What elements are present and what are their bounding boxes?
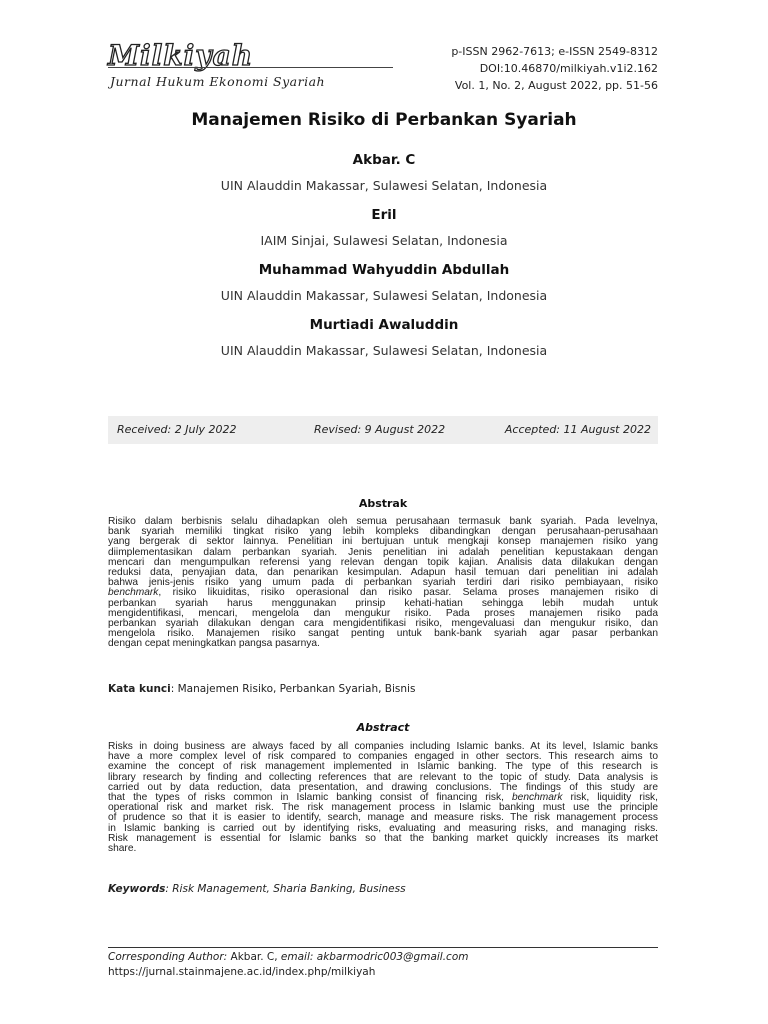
author-block xyxy=(0,207,768,248)
kata-kunci-label: Kata kunci xyxy=(108,683,171,695)
abstract-line: mengelola risiko. Manajemen risiko sangat penting untuk bank-bank syariah agar pasar perbankan xyxy=(108,628,658,640)
journal-header xyxy=(108,40,658,96)
abstract-line: mengidentifikasi, mencari, mengelola dan mengukur risiko. Pada proses manajemen risiko pada xyxy=(108,607,658,619)
abstract-line: operational risk and market risk. The risk management process in Islamic banking must use the principle xyxy=(108,802,658,814)
author-affiliation: UIN Alauddin Makassar, Sulawesi Selatan, Indonesia xyxy=(220,178,548,193)
revised-date: Revised: 9 August 2022 xyxy=(314,423,446,436)
author-name: Muhammad Wahyuddin Abdullah xyxy=(258,262,510,278)
footer-divider xyxy=(108,947,658,948)
keywords xyxy=(108,883,658,895)
corresponding-email[interactable]: email: akbarmodric003@gmail.com xyxy=(277,951,469,963)
abstract-line: Risks in doing business are always faced by all companies including Islamic banks. At its level, Islamic banks xyxy=(108,741,658,752)
abstract-line: carried out by data reduction, data presentation, and drawing conclusions. The findings of this study are xyxy=(108,781,658,793)
abstract-line: in Islamic banking is carried out by identifying risks, evaluating and measuring risks, and managing risks. xyxy=(108,822,658,834)
accepted-date: Accepted: 11 August 2022 xyxy=(504,423,651,436)
author-affiliation: IAIM Sinjai, Sulawesi Selatan, Indonesia xyxy=(260,233,508,248)
kata-kunci xyxy=(108,683,658,695)
abstract-line: perbankan syariah dilakukan dengan cara mengidentifikasi risiko, mengevaluasi dan mengukur risiko, dan xyxy=(108,618,658,630)
issn: p-ISSN 2962-7613; e-ISSN 2549-8312 xyxy=(451,45,658,58)
abstract-line: examine the concept of risk management implemented in Islamic banking. The type of this research is xyxy=(108,761,658,773)
abstract-line: have a more complex level of risk compared to companies engaged in other sectors. This research aims to xyxy=(108,751,658,763)
journal-url[interactable]: https://jurnal.stainmajene.ac.id/index.php/milkiyah xyxy=(108,966,376,978)
abstract-line: benchmark, risiko likuiditas, risiko operasional dan risiko pasar. Selama proses manajemen risiko di xyxy=(108,587,658,599)
abstract-line: of prudence so that it is easier to identify, search, manage and measure risks. The risk management process xyxy=(108,812,658,824)
abstract-line: bank syariah memiliki tingkat risiko yang lebih kompleks dibandingkan dengan perusahaan-perusahaan xyxy=(108,526,658,538)
abstract-line: mencari dan mengumpulkan referensi yang relevan dengan topik kajian. Analisis data dilakukan dengan xyxy=(108,556,658,568)
corresponding-author xyxy=(108,951,469,963)
keywords-label: Keywords xyxy=(108,883,166,895)
volume-info: Vol. 1, No. 2, August 2022, pp. 51-56 xyxy=(454,79,658,92)
journal-logo: Milkiyah xyxy=(108,39,254,72)
author-block xyxy=(0,262,768,303)
corresponding-name: Akbar. C, xyxy=(230,951,278,963)
abstrak-body xyxy=(108,517,658,650)
author-block xyxy=(0,317,768,358)
abstract-line: yang bergerak di sektor lainnya. Penelitian ini bertujuan untuk mengkaji konsep manajemen risiko yang xyxy=(108,536,658,548)
abstract-heading: Abstract xyxy=(356,721,410,734)
abstract-line: share. xyxy=(108,843,137,855)
abstract-line: reduksi data, penyajian data, dan penarikan kesimpulan. Adapun hasil temuan dari penelitian ini adalah xyxy=(108,567,658,579)
doi[interactable]: DOI:10.46870/milkiyah.v1i2.162 xyxy=(479,62,658,75)
abstract-line: perbankan syariah harus menggunakan prinsip kehati-hatian sehingga lebih mudah untuk xyxy=(108,597,658,609)
paper-title: Manajemen Risiko di Perbankan Syariah xyxy=(191,110,577,130)
author-affiliation: UIN Alauddin Makassar, Sulawesi Selatan, Indonesia xyxy=(220,343,548,358)
abstract-line: Risk management is essential for Islamic banks so that the banking market quickly increases its market xyxy=(108,832,658,844)
abstract-line: bahwa jenis-jenis risiko yang umum pada di perbankan syariah terdiri dari risiko pembiayaan, risiko xyxy=(108,577,658,589)
abstract-line: library research by finding and collecting references that are relevant to the topic of study. Data analysis is xyxy=(108,771,658,783)
journal-meta xyxy=(451,43,658,94)
abstract-line: that the types of risks common in Islamic banking consist of financing risk, benchmark risk, liquidity risk, xyxy=(108,792,658,804)
abstract-line: dengan cepat meningkatkan pangsa pasarnya. xyxy=(108,638,320,650)
abstrak-heading: Abstrak xyxy=(358,497,408,510)
abstract-line: diimplementasikan dalam perbankan syariah. Jenis penelitian ini adalah penelitian kepustakaan dengan xyxy=(108,546,658,558)
corresponding-label: Corresponding Author: xyxy=(108,951,231,963)
author-affiliation: UIN Alauddin Makassar, Sulawesi Selatan, Indonesia xyxy=(220,288,548,303)
journal-subtitle: Jurnal Hukum Ekonomi Syariah xyxy=(110,74,326,89)
abstract-line: Risiko dalam berbisnis selalu dihadapkan oleh semua perusahaan termasuk bank syariah. Pada levelnya, xyxy=(108,516,658,527)
received-date: Received: 2 July 2022 xyxy=(117,423,237,436)
author-block xyxy=(0,152,768,193)
submission-dates-bar xyxy=(108,416,658,444)
author-name: Akbar. C xyxy=(352,152,416,168)
author-name: Murtiadi Awaluddin xyxy=(309,317,459,333)
abstract-body xyxy=(108,742,658,854)
author-name: Eril xyxy=(371,207,397,223)
header-divider xyxy=(108,67,393,68)
kata-kunci-text: : Manajemen Risiko, Perbankan Syariah, Bisnis xyxy=(170,683,416,695)
keywords-text: : Risk Management, Sharia Banking, Business xyxy=(165,883,406,895)
